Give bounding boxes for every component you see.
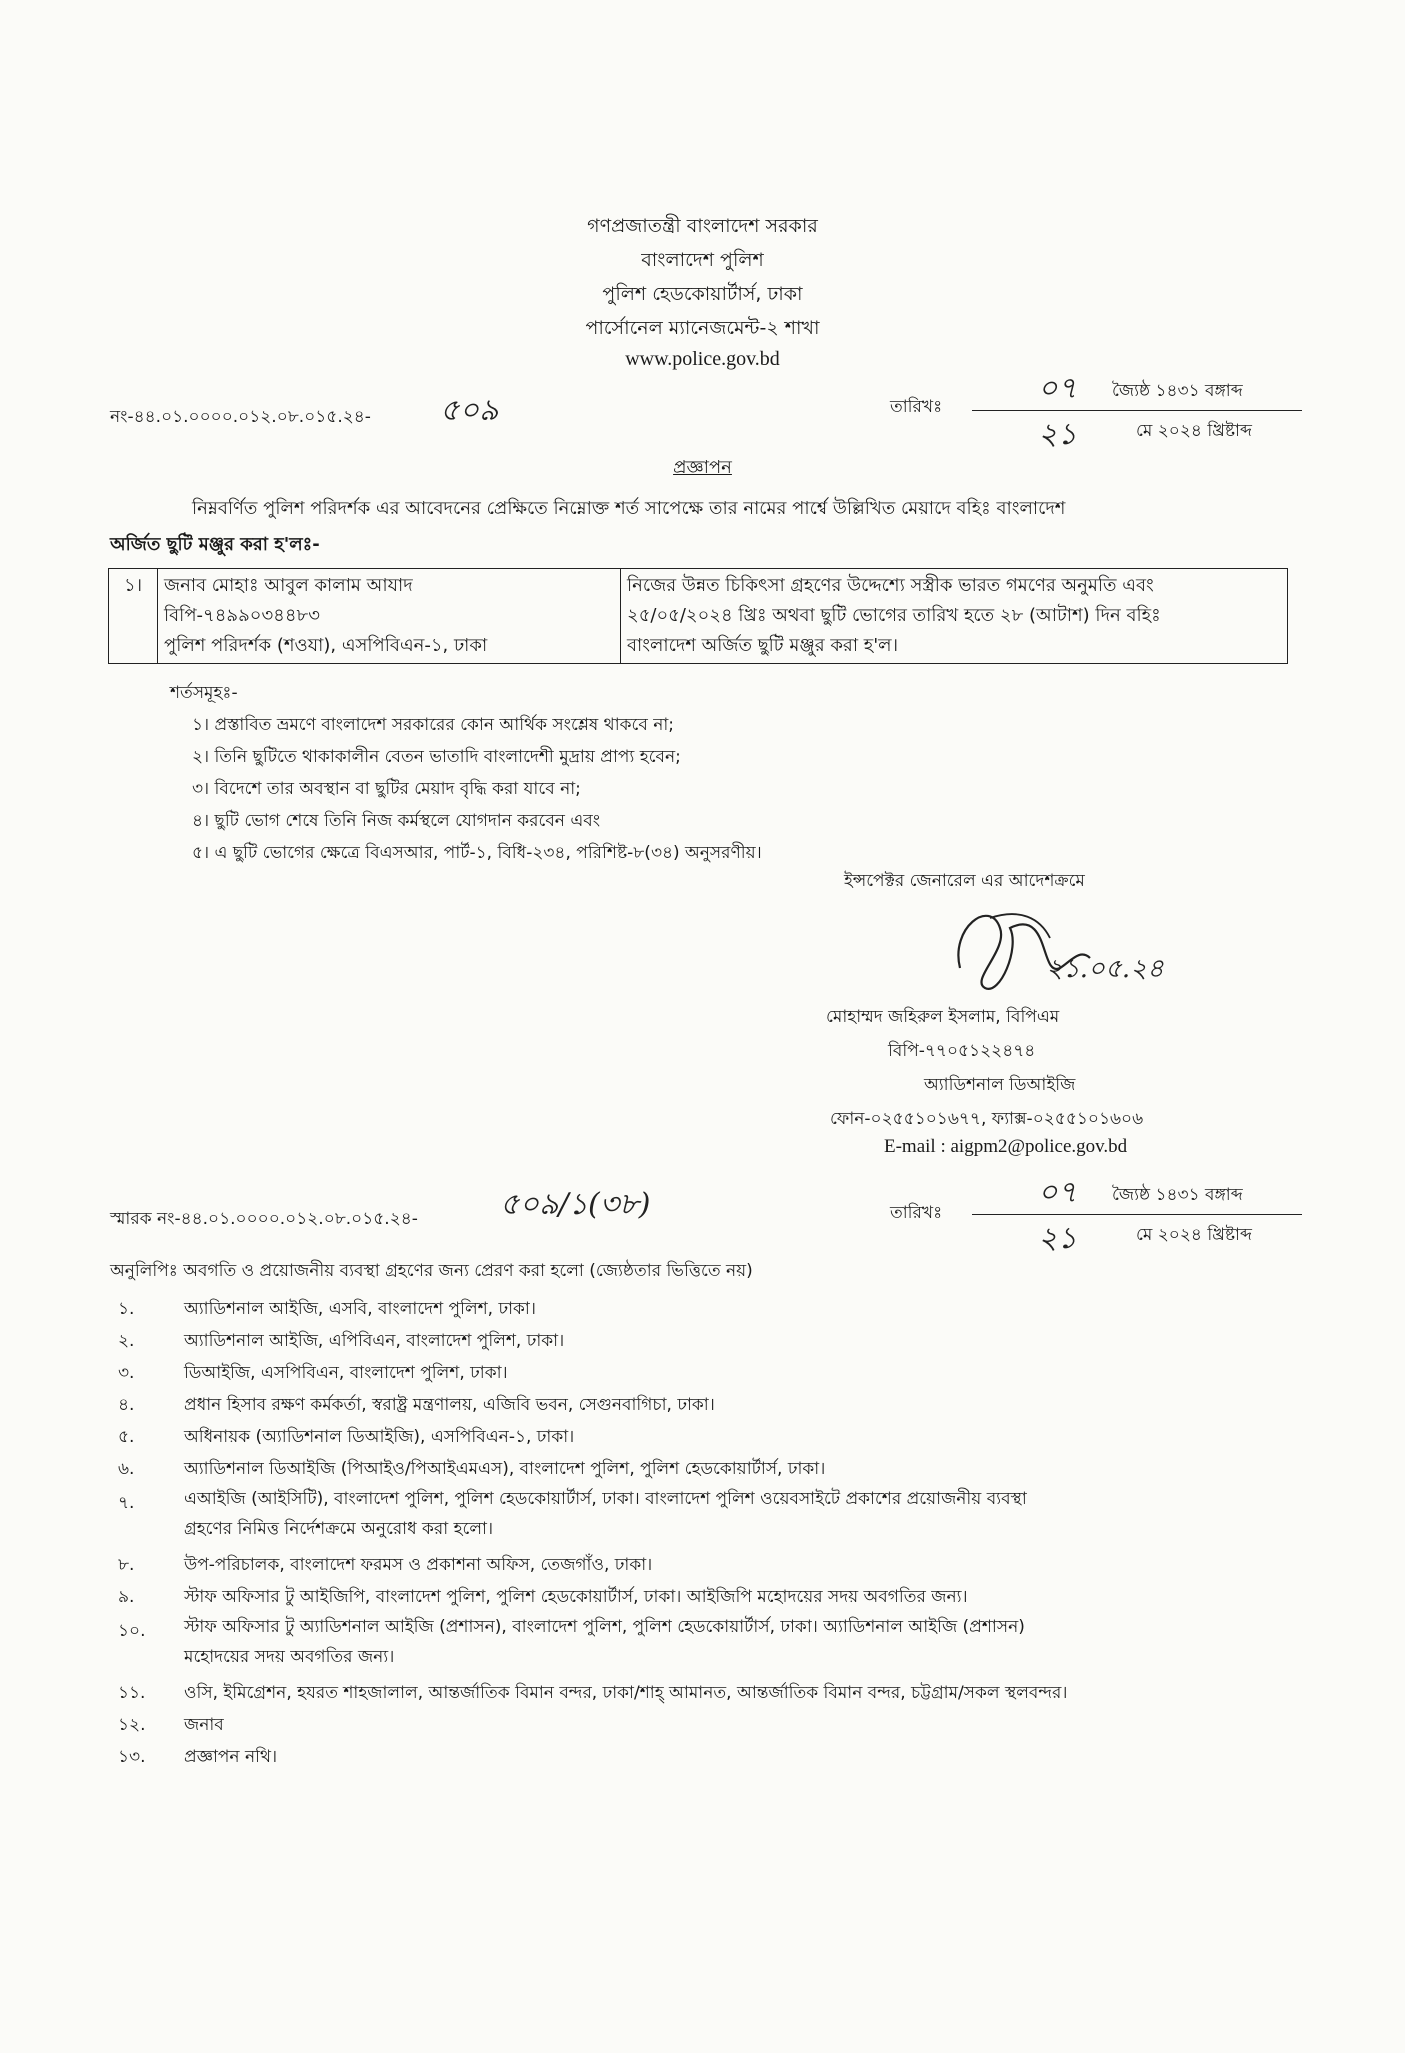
copy-item-number: ৭.: [118, 1493, 135, 1513]
intro-line-1: নিম্নবর্ণিত পুলিশ পরিদর্শক এর আবেদনের প্রেক্ষিতে নিম্নোক্ত শর্ত সাপেক্ষে তার নামের পার্শ্বে উল্লিখিত মেয়াদে বহিঃ বাংলাদেশ: [192, 498, 1066, 519]
detail-line-1: নিজের উন্নত চিকিৎসা গ্রহণের উদ্দেশ্যে সস্ত্রীক ভারত গমণের অনুমতি এবং: [627, 575, 1154, 596]
copy-date-bangla-month: জ্যৈষ্ঠ ১৪৩১ বঙ্গাব্দ: [1112, 1185, 1243, 1205]
date-greg-month: মে ২০২৪ খ্রিষ্টাব্দ: [1136, 421, 1252, 441]
signatory-email: E-mail : aigpm2@police.gov.bd: [884, 1136, 1128, 1157]
hq-name: পুলিশ হেডকোয়ার্টার্স, ঢাকা: [602, 283, 803, 305]
govt-name: গণপ্রজাতন্ত্রী বাংলাদেশ সরকার: [587, 215, 818, 237]
dept-name: বাংলাদেশ পুলিশ: [641, 249, 764, 271]
copy-item-number: ১১.: [118, 1683, 146, 1703]
copy-date-divider: [972, 1214, 1302, 1215]
officer-bp: বিপি-৭৪৯৯০৩৪৪৮৩: [164, 605, 320, 626]
date-greg-day: ২১: [1038, 417, 1077, 452]
copy-date-greg-month: মে ২০২৪ খ্রিষ্টাব্দ: [1136, 1225, 1252, 1245]
copy-item-number: ৩.: [118, 1363, 135, 1383]
condition-item: ২। তিনি ছুটিতে থাকাকালীন বেতন ভাতাদি বাংলাদেশী মুদ্রায় প্রাপ্য হবেন;: [192, 747, 681, 767]
copy-item-number: ১.: [118, 1299, 135, 1319]
copy-item-number: ১২.: [118, 1715, 146, 1735]
detail-line-3: বাংলাদেশ অর্জিত ছুটি মঞ্জুর করা হ'ল।: [627, 635, 899, 656]
officer-post: পুলিশ পরিদর্শক (শওযা), এসপিবিএন-১, ঢাকা: [164, 635, 488, 656]
copy-item-number: ৪.: [118, 1395, 135, 1415]
copy-item-text: প্রজ্ঞাপন নথি।: [184, 1747, 278, 1767]
officer-cell: [158, 569, 621, 664]
copy-item-text: ডিআইজি, এসপিবিএন, বাংলাদেশ পুলিশ, ঢাকা।: [184, 1363, 508, 1383]
signatory-designation: অ্যাডিশনাল ডিআইজি: [924, 1075, 1076, 1095]
condition-item: ১। প্রস্তাবিত ভ্রমণে বাংলাদেশ সরকারের কোন আর্থিক সংশ্লেষ থাকবে না;: [192, 715, 675, 735]
copy-item-number: ৬.: [118, 1459, 135, 1479]
table-row: [109, 569, 1288, 664]
date-label: তারিখঃ: [890, 397, 943, 417]
leave-grant-table: [108, 568, 1288, 664]
date-bangla-month: জ্যৈষ্ঠ ১৪৩১ বঙ্গাব্দ: [1112, 381, 1243, 401]
detail-line-2: ২৫/০৫/২০২৪ খ্রিঃ অথবা ছুটি ভোগের তারিখ হতে ২৮ (আটাশ) দিন বহিঃ: [627, 605, 1161, 626]
conditions-heading: শর্তসমূহঃ-: [170, 683, 238, 703]
copy-item-number: ৮.: [118, 1555, 135, 1575]
copy-item-text: অধিনায়ক (অ্যাডিশনাল ডিআইজি), এসপিবিএন-১, ঢাকা।: [184, 1427, 575, 1447]
memo-serial-handwritten: ৫০৯: [440, 393, 499, 428]
signature-date: ২১.০৫.২৪: [1046, 954, 1164, 984]
website: www.police.gov.bd: [625, 348, 780, 370]
copy-item-text: অ্যাডিশনাল ডিআইজি (পিআইও/পিআইএমএস), বাংলাদেশ পুলিশ, পুলিশ হেডকোয়ার্টার্স, ঢাকা।: [184, 1459, 826, 1479]
memo-number: নং-৪৪.০১.০০০০.০১২.০৮.০১৫.২৪-: [110, 407, 371, 427]
copy-date-bangla-day: ০৭: [1038, 1175, 1078, 1210]
condition-item: ৫। এ ছুটি ভোগের ক্ষেত্রে বিএসআর, পার্ট-১, বিধি-২৩৪, পরিশিষ্ট-৮(৩৪) অনুসরণীয়।: [192, 843, 762, 863]
officer-name: জনাব মোহাঃ আবুল কালাম আযাদ: [164, 575, 413, 596]
condition-item: ৪। ছুটি ভোগ শেষে তিনি নিজ কর্মস্থলে যোগদান করবেন এবং: [192, 811, 601, 831]
copy-item-text-cont: মহোদয়ের সদয় অবগতির জন্য।: [184, 1647, 395, 1667]
copy-item-number: ১৩.: [118, 1747, 146, 1767]
copy-item-text: ওসি, ইমিগ্রেশন, হযরত শাহজালাল, আন্তর্জাতিক বিমান বন্দর, ঢাকা/শাহ্ আমানত, আন্তর্জাতিক বিমান বন্দর, চট্টগ্রাম/সকল স্থলবন্দর।: [184, 1683, 1068, 1703]
leave-detail-cell: [621, 569, 1288, 664]
copy-memo-number: স্মারক নং-৪৪.০১.০০০০.০১২.০৮.০১৫.২৪-: [110, 1209, 418, 1229]
date-divider: [972, 410, 1302, 411]
notice-title: প্রজ্ঞাপন: [673, 457, 732, 478]
copy-item-text: স্টাফ অফিসার টু অ্যাডিশনাল আইজি (প্রশাসন), বাংলাদেশ পুলিশ, পুলিশ হেডকোয়ার্টার্স, ঢাকা। অ্যাডিশনাল আইজি (প্রশাসন): [184, 1617, 1025, 1637]
signatory-bp: বিপি-৭৭০৫১২২৪৭৪: [888, 1041, 1036, 1061]
serial-cell: ১।: [109, 569, 158, 664]
copy-item-text: প্রধান হিসাব রক্ষণ কর্মকর্তা, স্বরাষ্ট্র মন্ত্রণালয়, এজিবি ভবন, সেগুনবাগিচা, ঢাকা।: [184, 1395, 715, 1415]
copy-item-text: উপ-পরিচালক, বাংলাদেশ ফরমস ও প্রকাশনা অফিস, তেজগাঁও, ঢাকা।: [184, 1555, 653, 1575]
signatory-name: মোহাম্মদ জহিরুল ইসলাম, বিপিএম: [826, 1007, 1060, 1027]
signatory-phone: ফোন-০২৫৫১০১৬৭৭, ফ্যাক্স-০২৫৫১০১৬০৬: [830, 1109, 1144, 1129]
copy-item-text: জনাব: [184, 1715, 224, 1735]
copy-item-text: এআইজি (আইসিটি), বাংলাদেশ পুলিশ, পুলিশ হেডকোয়ার্টার্স, ঢাকা। বাংলাদেশ পুলিশ ওয়েবসাইটে প্রকাশের প্রয়োজনীয় ব্যবস্থা: [184, 1489, 1027, 1509]
copy-item-text: অ্যাডিশনাল আইজি, এপিবিএন, বাংলাদেশ পুলিশ, ঢাকা।: [184, 1331, 565, 1351]
branch-name: পার্সোনেল ম্যানেজমেন্ট-২ শাখা: [585, 317, 820, 339]
copy-item-number: ৫.: [118, 1427, 135, 1447]
copy-item-number: ১০.: [118, 1621, 146, 1641]
copy-item-text: স্টাফ অফিসার টু আইজিপি, বাংলাদেশ পুলিশ, পুলিশ হেডকোয়ার্টার্স, ঢাকা। আইজিপি মহোদয়ের সদয় অবগতির জন্য।: [184, 1587, 968, 1607]
condition-item: ৩। বিদেশে তার অবস্থান বা ছুটির মেয়াদ বৃদ্ধি করা যাবে না;: [192, 779, 581, 799]
copy-date-label: তারিখঃ: [890, 1203, 943, 1223]
copy-intro: অনুলিপিঃ অবগতি ও প্রয়োজনীয় ব্যবস্থা গ্রহণের জন্য প্রেরণ করা হলো (জ্যেষ্ঠতার ভিত্তিতে নয়): [110, 1261, 753, 1281]
copy-item-text-cont: গ্রহণের নিমিত্ত নির্দেশক্রমে অনুরোধ করা হলো।: [184, 1519, 494, 1539]
copy-date-greg-day: ২১: [1038, 1221, 1077, 1256]
order-by: ইন্সপেক্টর জেনারেল এর আদেশক্রমে: [844, 871, 1085, 891]
intro-line-2: অর্জিত ছুটি মঞ্জুর করা হ'লঃ-: [110, 534, 320, 555]
copy-item-number: ৯.: [118, 1587, 135, 1607]
copy-memo-serial-handwritten: ৫০৯/১(৩৮): [500, 1187, 651, 1222]
copy-item-number: ২.: [118, 1331, 135, 1351]
copy-item-text: অ্যাডিশনাল আইজি, এসবি, বাংলাদেশ পুলিশ, ঢাকা।: [184, 1299, 536, 1319]
date-bangla-day: ০৭: [1038, 371, 1078, 406]
